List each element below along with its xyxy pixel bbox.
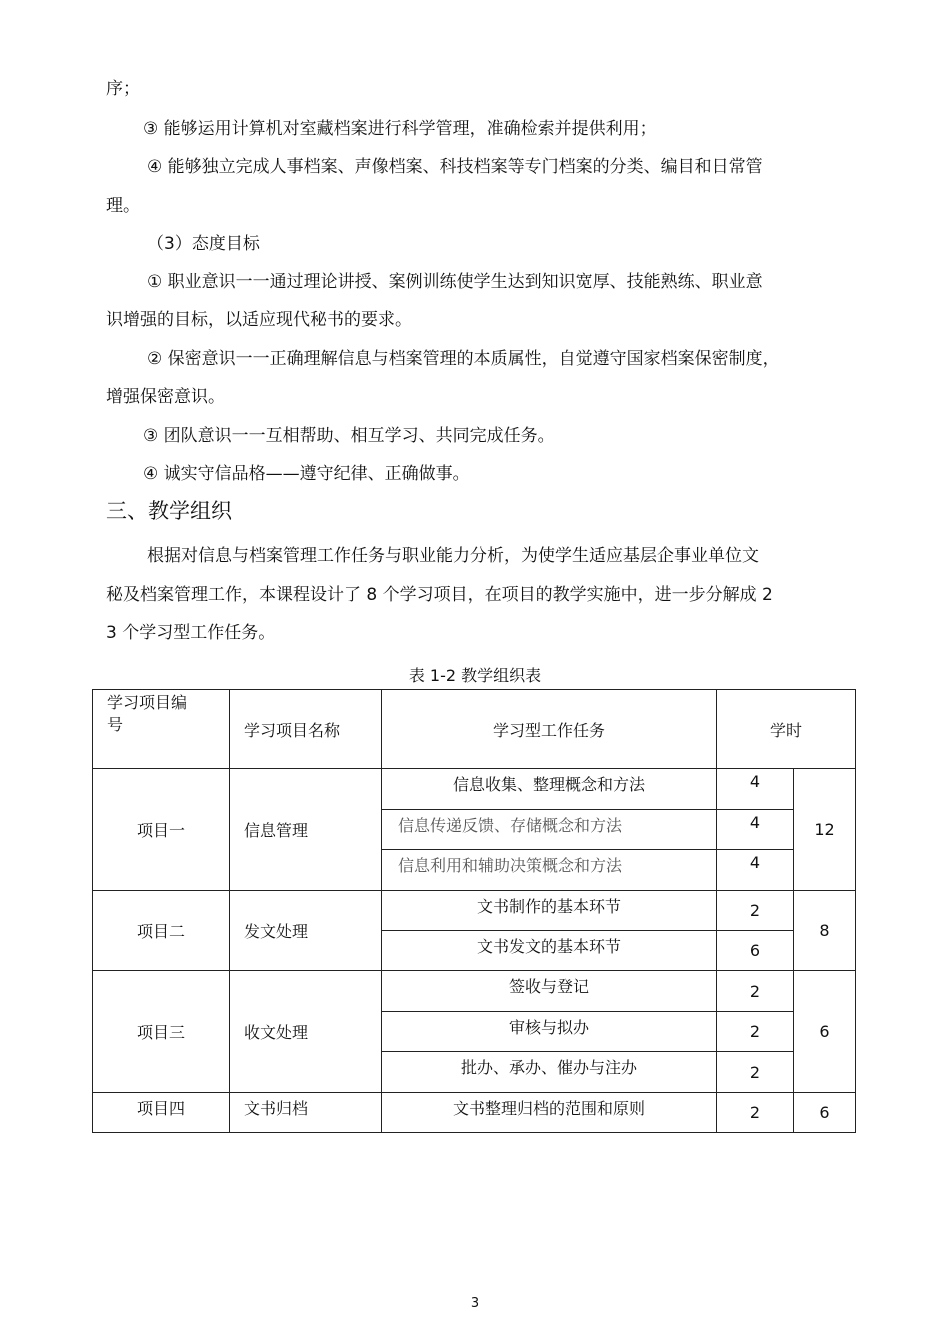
attitude-item-1-line1: ① 职业意识一一通过理论讲授、案例训练使学生达到知识宽厚、技能熟练、职业意 (147, 272, 763, 292)
paragraph-item-4-line1: ④ 能够独立完成人事档案、声像档案、科技档案等专门档案的分类、编目和日常管 (147, 157, 763, 177)
table-row (93, 769, 856, 810)
table-row (93, 891, 856, 931)
project-no: 项目四 (93, 1093, 230, 1133)
section-intro-line3: 3 个学习型工作任务。 (106, 623, 276, 643)
attitude-item-4: ④ 诚实守信品格——遵守纪律、正确做事。 (143, 464, 470, 484)
project-total-hours: 12 (794, 769, 856, 891)
task-cell: 批办、承办、催办与注办 (382, 1052, 717, 1093)
attitude-item-3: ③ 团队意识一一互相帮助、相互学习、共同完成任务。 (143, 426, 555, 446)
project-total-hours: 6 (794, 971, 856, 1093)
task-cell: 文书整理归档的范围和原则 (382, 1093, 717, 1133)
paragraph-item-4-line2: 理。 (106, 196, 140, 216)
teaching-organization-table (92, 689, 856, 1133)
page-number: 3 (470, 1296, 480, 1311)
task-cell: 信息收集、整理概念和方法 (382, 769, 717, 810)
project-no: 项目二 (93, 891, 230, 971)
section-intro-line2: 秘及档案管理工作，本课程设计了 8 个学习项目，在项目的教学实施中，进一步分解成 2 (106, 585, 773, 605)
table-caption: 表 1-2 教学组织表 (408, 666, 542, 685)
task-hours: 6 (717, 931, 794, 971)
task-hours: 2 (717, 971, 794, 1012)
task-hours: 4 (717, 810, 794, 850)
project-no: 项目一 (93, 769, 230, 891)
task-hours: 2 (717, 1012, 794, 1052)
paragraph-item-3: ③ 能够运用计算机对室藏档案进行科学管理，准确检索并提供利用； (143, 119, 657, 139)
attitude-item-2-line2: 增强保密意识。 (106, 387, 225, 407)
project-total-hours: 8 (794, 891, 856, 971)
header-task: 学习型工作任务 (382, 690, 717, 769)
header-hours: 学时 (717, 690, 856, 769)
task-cell: 签收与登记 (382, 971, 717, 1012)
attitude-item-1-line2: 识增强的目标，以适应现代秘书的要求。 (106, 310, 412, 330)
project-name: 文书归档 (230, 1093, 382, 1133)
task-hours: 2 (717, 891, 794, 931)
task-cell: 信息利用和辅助决策概念和方法 (382, 850, 717, 891)
table-row (93, 971, 856, 1012)
header-project-name: 学习项目名称 (230, 690, 382, 769)
task-cell: 信息传递反馈、存储概念和方法 (382, 810, 717, 850)
section-intro-line1: 根据对信息与档案管理工作任务与职业能力分析，为使学生适应基层企事业单位文 (147, 546, 759, 566)
task-hours: 4 (717, 850, 794, 891)
attitude-goals-title: （3）态度目标 (147, 234, 260, 254)
table-row (93, 1093, 856, 1133)
project-total-hours: 6 (794, 1093, 856, 1133)
paragraph-continuation: 序； (106, 79, 140, 99)
task-cell: 审核与拟办 (382, 1012, 717, 1052)
task-hours: 4 (717, 769, 794, 810)
task-hours: 2 (717, 1093, 794, 1133)
task-cell: 文书制作的基本环节 (382, 891, 717, 931)
section-heading: 三、教学组织 (106, 499, 232, 523)
project-name: 收文处理 (230, 971, 382, 1093)
task-cell: 文书发文的基本环节 (382, 931, 717, 971)
project-no: 项目三 (93, 971, 230, 1093)
table-header-row (93, 690, 856, 769)
task-hours: 2 (717, 1052, 794, 1093)
project-name: 信息管理 (230, 769, 382, 891)
attitude-item-2-line1: ② 保密意识一一正确理解信息与档案管理的本质属性，自觉遵守国家档案保密制度， (147, 349, 780, 369)
header-project-no: 学习项目编 号 (93, 690, 230, 769)
project-name: 发文处理 (230, 891, 382, 971)
